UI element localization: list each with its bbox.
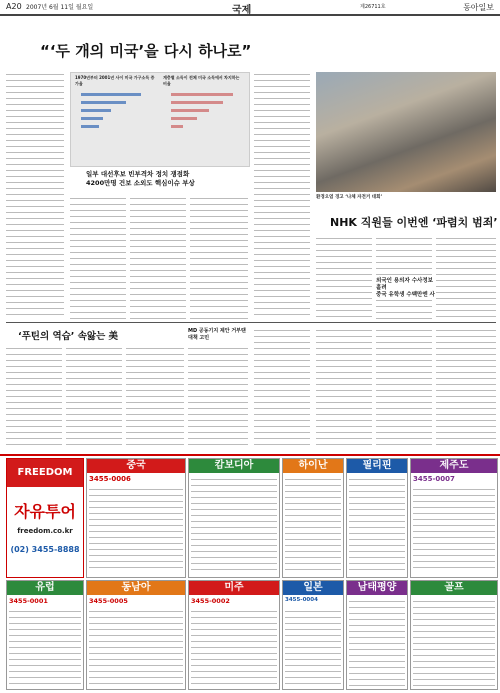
ad-jeju-phone: 3455-0007 — [413, 475, 455, 483]
main-subhead: 일부 대선후보 빈부격차 정치 쟁점화 4200만명 건보 소외도 핵심이슈 부상 — [86, 170, 195, 187]
body-text-col2 — [70, 196, 126, 320]
ad-europe-phone: 3455-0001 — [9, 597, 48, 605]
page-date: 2007년 6월 11일 월요일 — [26, 4, 94, 11]
ad-americas-title: 미주 — [189, 581, 279, 595]
ad-americas-phone: 3455-0002 — [191, 597, 230, 605]
ad-hainan-body — [285, 477, 341, 573]
main-headline: “‘두 개의 미국’을 다시 하나로” — [40, 42, 252, 60]
page-header — [0, 0, 500, 16]
freedom-slogan: 자유투어 — [14, 502, 76, 521]
ad-jeju-body — [413, 487, 495, 573]
freedom-phone: (02) 3455-8888 — [10, 545, 80, 554]
ad-china-body — [89, 487, 183, 573]
body-text-col5 — [254, 72, 310, 320]
ad-cambodia-title: 캄보디아 — [189, 459, 279, 473]
body-text-col6 — [254, 328, 310, 450]
ad-cambodia[interactable] — [188, 458, 280, 578]
chart-bar — [81, 101, 126, 104]
putin-body-col2 — [66, 346, 122, 450]
ad-china-phone: 3455-0006 — [89, 475, 131, 483]
page-number: A20 — [6, 2, 22, 11]
body-text-col4 — [190, 196, 248, 320]
putin-headline: ‘푸틴의 역습’ 속앓는 美 — [18, 331, 119, 342]
nhk-body-col6 — [376, 328, 432, 450]
ad-americas-body — [191, 609, 277, 687]
paper-name: 동아일보 — [463, 3, 494, 12]
ad-south-pacific-body — [349, 599, 405, 687]
freedom-ad[interactable] — [6, 458, 84, 578]
chart-bar — [81, 117, 103, 120]
photo-caption: 환경오염 경고 ‘나체 자전거 대회’ — [316, 195, 383, 200]
issue-number: 제26711호 — [360, 4, 386, 10]
ad-hainan-title: 하이난 — [283, 459, 343, 473]
ad-hainan[interactable] — [282, 458, 344, 578]
ad-cambodia-body — [191, 477, 277, 573]
chart-bar — [171, 101, 223, 104]
ad-southeast-asia-body — [89, 609, 183, 687]
ad-japan[interactable] — [282, 580, 344, 690]
freedom-url: freedom.co.kr — [17, 527, 73, 535]
news-photo — [316, 72, 496, 192]
ad-southeast-asia[interactable] — [86, 580, 186, 690]
ad-philippines[interactable] — [346, 458, 408, 578]
chart-bar — [81, 125, 99, 128]
chart-bar — [171, 125, 183, 128]
ad-americas[interactable] — [188, 580, 280, 690]
freedom-brand: FREEDOM — [7, 459, 83, 487]
nhk-body-col7 — [436, 328, 496, 450]
putin-body-col1 — [6, 346, 62, 450]
ad-southeast-asia-phone: 3455-0005 — [89, 597, 128, 605]
chart-title-2: 계층별 소득이 전체 미국 소득에서 차지하는 비율 — [163, 75, 240, 86]
ad-south-pacific-title: 남태평양 — [347, 581, 407, 595]
ad-philippines-title: 필리핀 — [347, 459, 407, 473]
nhk-body-col1 — [316, 236, 372, 320]
ad-europe[interactable] — [6, 580, 84, 690]
section-title: 국제 — [232, 5, 252, 16]
ad-philippines-body — [349, 477, 405, 573]
body-text-col1 — [6, 72, 64, 320]
ad-jeju-title: 제주도 — [411, 459, 497, 473]
chart-box — [70, 72, 250, 167]
ad-japan-body — [285, 609, 341, 687]
putin-body-col3 — [126, 346, 184, 450]
md-body — [188, 346, 248, 450]
ad-japan-title: 일본 — [283, 581, 343, 595]
ad-southeast-asia-title: 동남아 — [87, 581, 185, 595]
ad-china[interactable] — [86, 458, 186, 578]
chart-bar — [81, 109, 111, 112]
nhk-body-col3 — [376, 298, 432, 320]
ad-golf-body — [413, 599, 495, 687]
nhk-body-col2 — [376, 236, 432, 276]
ad-golf-title: 골프 — [411, 581, 497, 595]
md-headline: MD 공동기지 제안 거부땐 대책 고민 — [188, 328, 246, 341]
nhk-subhead: 외국인 용의자 수사정보 흘려 중국 유학생 수백만엔 사 — [376, 278, 435, 298]
nhk-body-col5 — [316, 328, 372, 450]
section-divider — [6, 322, 496, 323]
ad-europe-title: 유럽 — [7, 581, 83, 595]
chart-bar — [171, 109, 209, 112]
ad-china-title: 중국 — [87, 459, 185, 473]
ad-jeju[interactable] — [410, 458, 498, 578]
chart-bar — [171, 93, 233, 96]
chart-title-1: 1970년부터 2001년 사이 미국 가구소득 증가율 — [75, 75, 155, 86]
chart-bar — [171, 117, 197, 120]
nhk-body-col4 — [436, 236, 496, 320]
body-text-col3 — [130, 196, 186, 320]
ad-japan-phone: 3455-0004 — [285, 597, 318, 603]
ad-south-pacific[interactable] — [346, 580, 408, 690]
ad-golf[interactable] — [410, 580, 498, 690]
chart-bar — [81, 93, 141, 96]
nhk-headline: NHK 직원들 이번엔 ‘파렴치 범죄’ — [330, 216, 498, 229]
ad-europe-body — [9, 609, 81, 687]
